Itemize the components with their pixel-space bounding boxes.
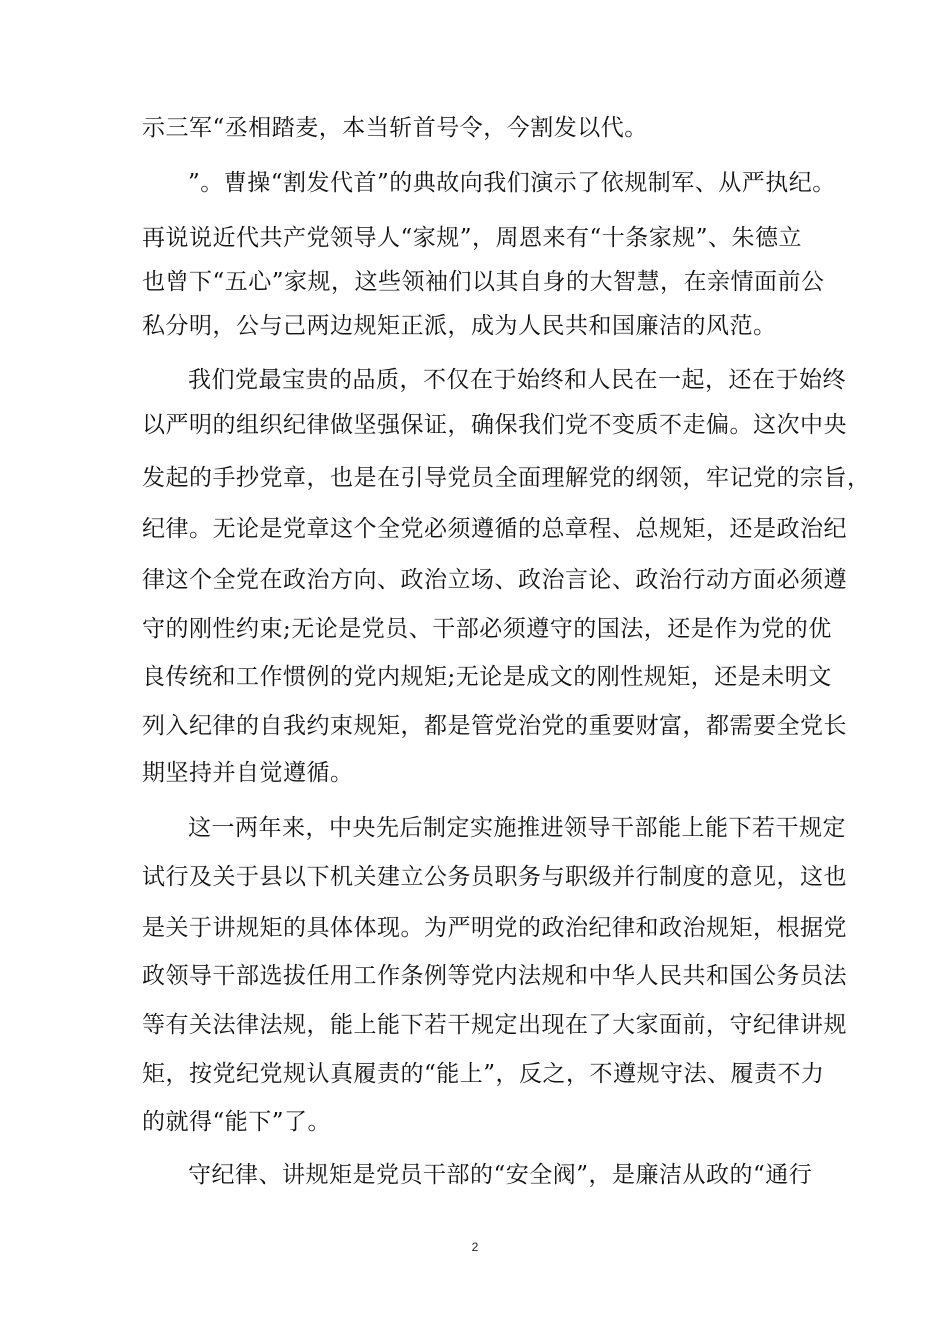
text-line-15: 这一两年来，中央先后制定实施推进领导干部能上能下若干规定	[188, 815, 846, 841]
text-line-20: 矩，按党纪党规认真履责的“能上”，反之，不遵规守法、履责不力	[142, 1061, 825, 1087]
text-line-5: 私分明，公与己两边规矩正派，成为人民共和国廉洁的风范。	[142, 313, 777, 339]
page-number: 2	[471, 1240, 479, 1254]
text-line-6: 我们党最宝贵的品质，不仅在于始终和人民在一起，还在于始终	[188, 367, 846, 393]
text-line-21: 的就得“能下”了。	[142, 1109, 332, 1135]
text-line-9: 纪律。无论是党章这个全党必须遵循的总章程、总规矩，还是政治纪	[142, 516, 847, 542]
text-line-4: 也曾下“五心”家规，这些领袖们以其自身的大智慧，在亲情面前公	[142, 269, 825, 295]
text-line-17: 是关于讲规矩的具体体现。为严明党的政治纪律和政治规矩，根据党	[142, 915, 847, 941]
text-line-10: 律这个全党在政治方向、政治立场、政治言论、政治行动方面必须遵	[142, 567, 847, 593]
text-line-7: 以严明的组织纪律做坚强保证，确保我们党不变质不走偏。这次中央	[142, 412, 847, 438]
text-line-1: 示三军“丞相踏麦，本当斩首号令，今割发以代。	[142, 115, 648, 141]
text-line-11: 守的刚性约束;无论是党员、干部必须遵守的国法，还是作为党的优	[142, 616, 832, 642]
text-line-14: 期坚持并自觉遵循。	[142, 760, 354, 786]
text-line-18: 政领导干部选拔任用工作条例等党内法规和中华人民共和国公务员法	[142, 963, 847, 989]
text-line-16: 试行及关于县以下机关建立公务员职务与职级并行制度的意见，这也	[142, 864, 847, 890]
text-line-19: 等有关法律法规，能上能下若干规定出现在了大家面前，守纪律讲规	[142, 1012, 847, 1038]
text-line-2: ”。曹操“割发代首”的典故向我们演示了依规制军、从严执纪。	[188, 170, 836, 196]
text-line-3: 再说说近代共产党领导人“家规”，周恩来有“十条家规”、朱德立	[142, 225, 803, 251]
text-line-12: 良传统和工作惯例的党内规矩;无论是成文的刚性规矩，还是未明文	[142, 664, 832, 690]
text-line-22: 守纪律、讲规矩是党员干部的“安全阀”，是廉洁从政的“通行	[188, 1162, 813, 1188]
text-line-13: 列入纪律的自我约束规矩，都是管党治党的重要财富，都需要全党长	[142, 713, 847, 739]
text-line-8: 发起的手抄党章，也是在引导党员全面理解党的纲领，牢记党的宗旨，	[142, 465, 871, 491]
